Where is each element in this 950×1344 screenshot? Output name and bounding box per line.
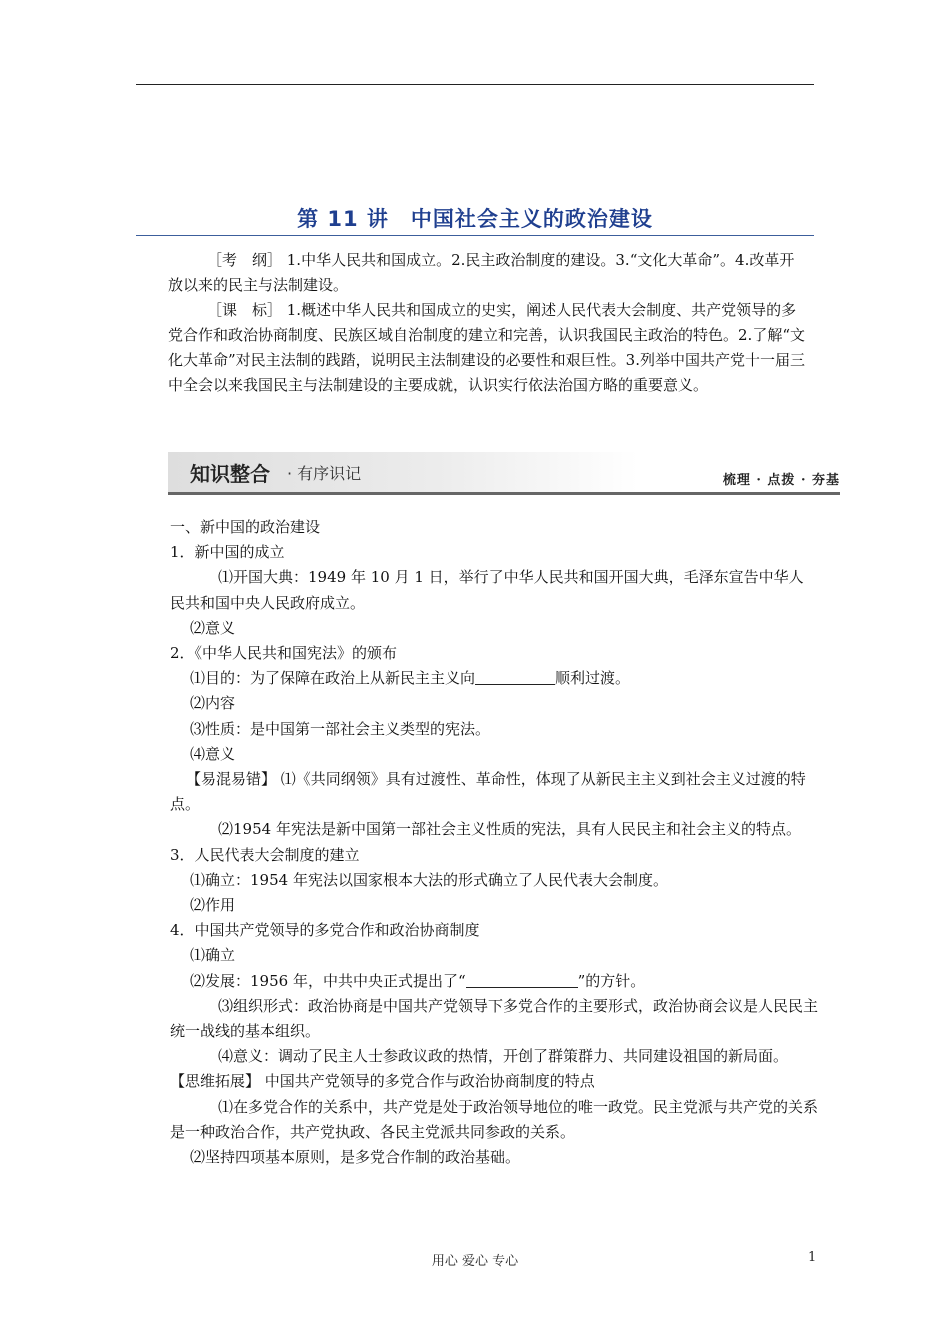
banner-subtitle: · 有序识记 (287, 464, 362, 483)
kaogang-paragraph: ［考 纲］ 1.中华人民共和国成立。2.民主政治制度的建设。3.“文化大革命”。4.改革开放以来的民主与法制建设。 (168, 251, 795, 294)
page-title: 第 11 讲 中国社会主义的政治建设 (297, 207, 653, 231)
item-heading: 2．《中华人民共和国宪法》的颁布 (170, 644, 398, 663)
body-line: ⑴确立：1954 年宪法以国家根本大法的形式确立了人民代表大会制度。 (190, 870, 668, 889)
body-line: ⑷意义：调动了民主人士参政议政的热情，开创了群策群力、共同建设祖国的新局面。 (218, 1047, 789, 1066)
body-text (170, 515, 818, 1170)
body-line: ⑵作用 (190, 896, 236, 915)
body-line (170, 666, 818, 691)
fill-in-blank[interactable] (466, 971, 578, 988)
section-heading: 一、新中国的政治建设 (170, 518, 321, 536)
page-number: 1 (808, 1250, 817, 1265)
body-text-span: 顺利过渡。 (555, 669, 631, 688)
body-line: ⑴确立 (190, 946, 236, 965)
body-line: ⑵1954 年宪法是新中国第一部社会主义性质的宪法，具有人民民主和社会主义的特点。 (218, 820, 801, 839)
body-line: ⑶组织形式：政治协商是中国共产党领导下多党合作的主要形式，政治协商会议是人民民主统一战线的基本组织。 (170, 996, 819, 1041)
body-line: ⑵坚持四项基本原则，是多党合作制的政治基础。 (190, 1148, 521, 1167)
item-heading: 3．人民代表大会制度的建立 (170, 845, 360, 864)
body-line: ⑴在多党合作的关系中，共产党是处于政治领导地位的唯一政党。民主党派与共产党的关系是一种政治合作，共产党执政、各民主党派共同参政的关系。 (170, 1097, 819, 1141)
body-text-span: ”的方针。 (577, 971, 646, 990)
body-line (170, 969, 818, 994)
section-banner (168, 452, 840, 495)
body-line: ⑵内容 (190, 694, 236, 713)
body-line: ⑵意义 (190, 618, 236, 637)
item-heading: 4．中国共产党领导的多党合作和政治协商制度 (170, 921, 480, 940)
banner-title: 知识整合 (190, 462, 270, 486)
item-heading: 1．新中国的成立 (170, 543, 285, 562)
kebiao-paragraph: ［课 标］ 1.概述中华人民共和国成立的史实，阐述人民代表大会制度、共产党领导的多党合作和政治协商制度、民族区域自治制度的建立和完善，认识我国民主政治的特色。2.了解“文化大革命”对民主法制的践踏，说明民主法制建设的必要性和艰巨性。3.列举中国共产党十一届三中全会以来我国民主与法制建设的主要成就，认识实行依法治国方略的重要意义。 (168, 301, 805, 394)
body-text-span: ⑴目的：为了保障在政治上从新民主主义向 (190, 669, 476, 688)
intro-section (168, 248, 808, 398)
body-line: ⑷意义 (190, 744, 236, 763)
body-line: ⑶性质：是中国第一部社会主义类型的宪法。 (190, 719, 491, 738)
title-underline (136, 235, 814, 236)
fill-in-blank[interactable] (475, 668, 555, 685)
body-text-span: ⑵发展：1956 年，中共中央正式提出了“ (190, 971, 466, 990)
yihun-note: 【易混易错】 ⑴《共同纲领》具有过渡性、革命性，体现了从新民主主义到社会主义过渡的特点。 (170, 770, 806, 814)
banner-tagline: 梳理 · 点拨 · 夯基 (722, 473, 840, 488)
body-line: ⑴开国大典：1949 年 10 月 1 日，举行了中华人民共和国开国大典，毛泽东宣告中华人民共和国中央人民政府成立。 (170, 568, 804, 612)
siwei-note: 【思维拓展】 中国共产党领导的多党合作与政治协商制度的特点 (170, 1072, 595, 1091)
page-footer: 用心 爱心 专心 (431, 1254, 519, 1269)
header-rule (136, 84, 814, 85)
